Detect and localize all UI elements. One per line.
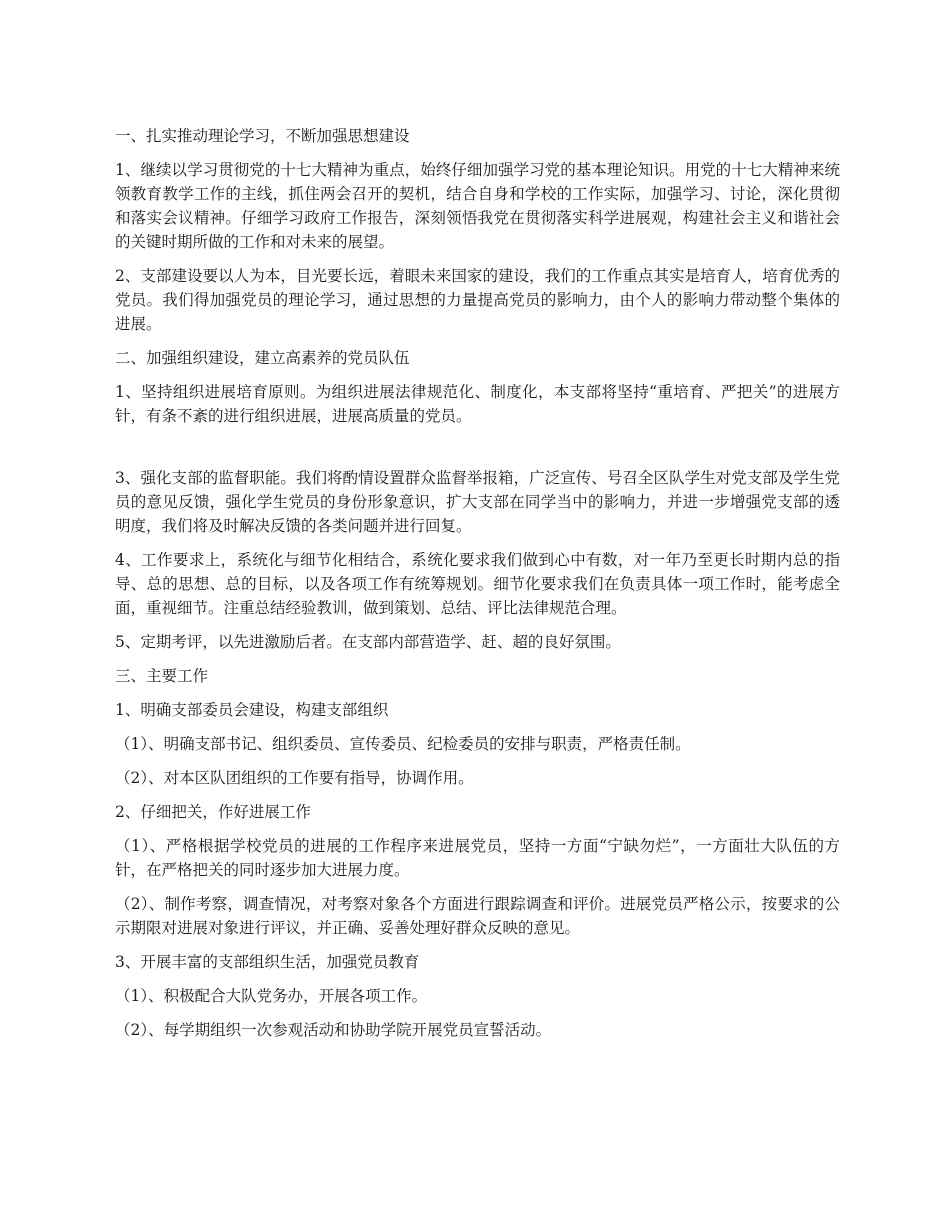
paragraph: 1、继续以学习贯彻党的十七大精神为重点，始终仔细加强学习党的基本理论知识。用党的十七大精神来统领教育教学工作的主线，抓住两会召开的契机，结合自身和学校的工作实际，加强学习、讨论，深化贯彻和落实会议精神。仔细学习政府工作报告，深刻领悟我党在贯彻落实科学进展观，构建社会主义和谐社会的关键时期所做的工作和对未来的展望。 xyxy=(115,161,840,251)
section-heading-1: 一、扎实推动理论学习，不断加强思想建设 xyxy=(115,127,410,145)
list-item: （1）、严格根据学校党员的进展的工作程序来进展党员，坚持一方面“宁缺勿烂”，一方面壮大队伍的方针，在严格把关的同时逐步加大进展力度。 xyxy=(115,837,840,879)
subsection-heading: 3、开展丰富的支部组织生活，加强党员教育 xyxy=(115,953,420,971)
section-heading-2: 二、加强组织建设，建立高素养的党员队伍 xyxy=(115,349,410,367)
list-item: （1）、明确支部书记、组织委员、宣传委员、纪检委员的安排与职责，严格责任制。 xyxy=(115,735,691,753)
paragraph: 4、工作要求上，系统化与细节化相结合，系统化要求我们做到心中有数，对一年乃至更长时期内总的指导、总的思想、总的目标，以及各项工作有统筹规划。细节化要求我们在负责具体一项工作时，能考虑全面，重视细节。注重总结经验教训，做到策划、总结、评比法律规范合理。 xyxy=(115,551,840,617)
section-heading-3: 三、主要工作 xyxy=(115,667,209,685)
paragraph: 2、支部建设要以人为本，目光要长远，着眼未来国家的建设，我们的工作重点其实是培育人，培育优秀的党员。我们得加强党员的理论学习，通过思想的力量提高党员的影响力，由个人的影响力带动整个集体的进展。 xyxy=(115,267,840,333)
list-item: （2）、制作考察，调查情况，对考察对象各个方面进行跟踪调查和评价。进展党员严格公示，按要求的公示期限对进展对象进行评议，并正确、妥善处理好群众反映的意见。 xyxy=(115,895,840,937)
paragraph: 5、定期考评，以先进激励后者。在支部内部营造学、赶、超的良好氛围。 xyxy=(115,633,621,651)
paragraph: 1、坚持组织进展培育原则。为组织进展法律规范化、制度化，本支部将坚持“重培育、严把关”的进展方针，有条不紊的进行组织进展，进展高质量的党员。 xyxy=(115,383,840,425)
list-item: （2）、对本区队团组织的工作要有指导，协调作用。 xyxy=(115,769,474,787)
subsection-heading: 2、仔细把关，作好进展工作 xyxy=(115,803,311,821)
list-item: （1）、积极配合大队党务办，开展各项工作。 xyxy=(115,987,428,1005)
document-body xyxy=(115,124,840,1052)
subsection-heading: 1、明确支部委员会建设，构建支部组织 xyxy=(115,701,389,719)
paragraph: 3、强化支部的监督职能。我们将酌情设置群众监督举报箱，广泛宣传、号召全区队学生对党支部及学生党员的意见反馈，强化学生党员的身份形象意识，扩大支部在同学当中的影响力，并进一步增强党支部的透明度，我们将及时解决反馈的各类问题并进行回复。 xyxy=(115,469,840,535)
list-item: （2）、每学期组织一次参观活动和协助学院开展党员宣誓活动。 xyxy=(115,1021,552,1039)
